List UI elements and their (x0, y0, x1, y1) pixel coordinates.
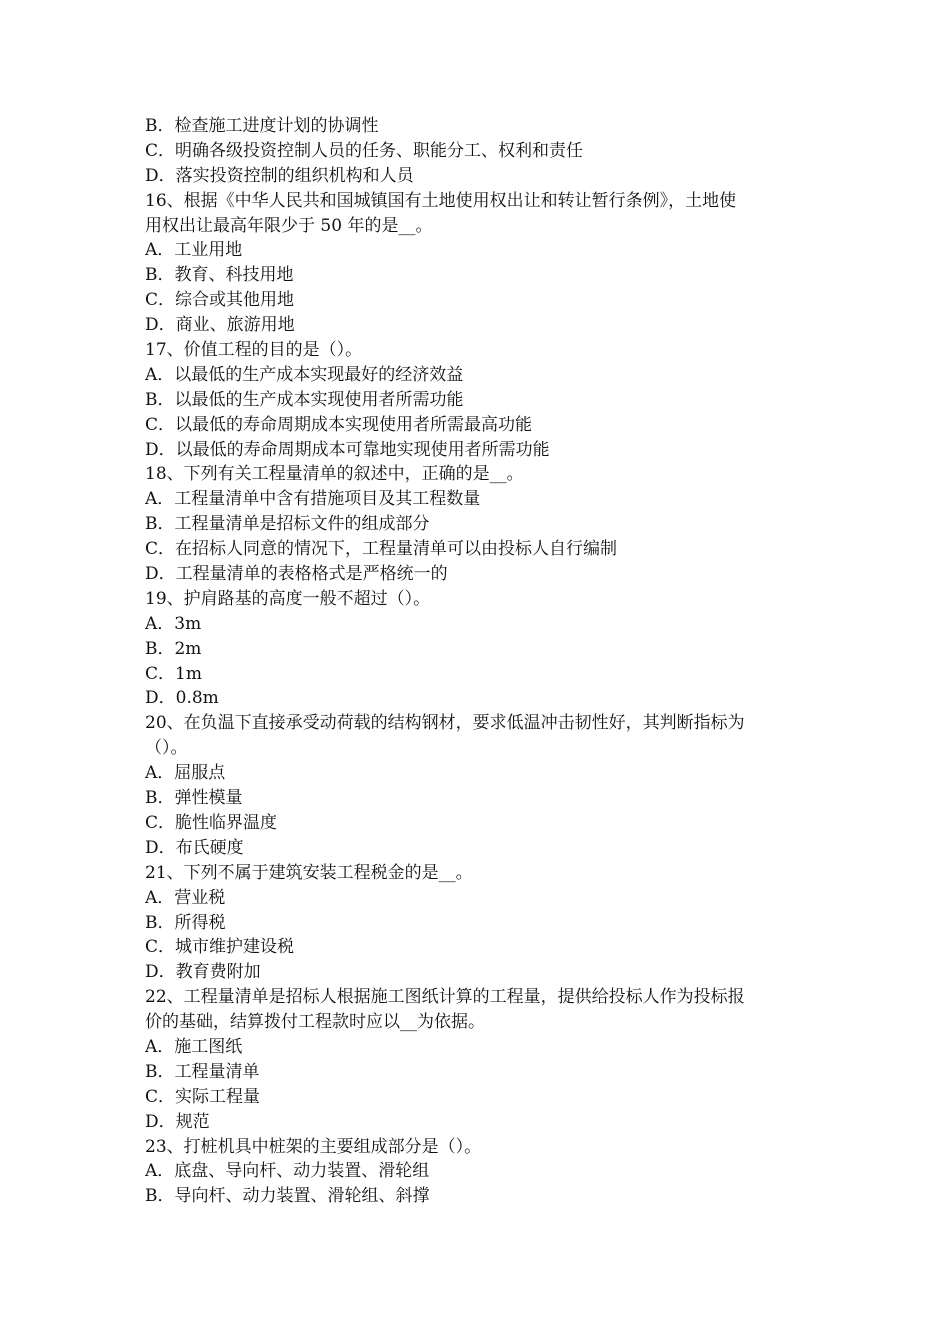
text-line: 价的基础，结算拨付工程款时应以__为依据。 (145, 1012, 485, 1033)
text-line: B．导向杆、动力装置、滑轮组、斜撑 (145, 1186, 430, 1207)
text-line: D．布氏硬度 (145, 837, 244, 858)
text-line: A．屈服点 (145, 763, 226, 784)
text-line: B．工程量清单 (145, 1061, 260, 1082)
document-body (145, 114, 810, 1209)
text-line: B．检查施工进度计划的协调性 (145, 116, 379, 136)
text-line: A．施工图纸 (145, 1036, 243, 1057)
text-line: B．弹性模量 (145, 788, 243, 809)
text-line: B．工程量清单是招标文件的组成部分 (145, 514, 430, 535)
text-line: 18、下列有关工程量清单的叙述中，正确的是__。 (145, 464, 524, 485)
text-line: 19、护肩路基的高度一般不超过（）。 (145, 588, 431, 609)
text-line: D．规范 (145, 1111, 210, 1132)
text-line: D．以最低的寿命周期成本可靠地实现使用者所需功能 (145, 439, 550, 460)
text-line: D．教育费附加 (145, 962, 261, 983)
text-line: D．工程量清单的表格格式是严格统一的 (145, 564, 448, 585)
text-line: C．实际工程量 (145, 1086, 261, 1107)
text-line: D．0.8m (145, 688, 219, 709)
text-line: 17、价值工程的目的是（）。 (145, 340, 363, 361)
text-line: 21、下列不属于建筑安装工程税金的是__。 (145, 862, 473, 883)
text-line: D．商业、旅游用地 (145, 315, 295, 336)
text-line: A．以最低的生产成本实现最好的经济效益 (145, 364, 464, 385)
text-line: 20、在负温下直接承受动荷载的结构钢材，要求低温冲击韧性好，其判断指标为 (145, 713, 745, 734)
text-line: A．营业税 (145, 887, 226, 908)
text-line: C．以最低的寿命周期成本实现使用者所需最高功能 (145, 414, 533, 435)
text-line: C．脆性临界温度 (145, 812, 278, 833)
text-line: 22、工程量清单是招标人根据施工图纸计算的工程量，提供给投标人作为投标报 (145, 987, 745, 1008)
text-line: A．工程量清单中含有措施项目及其工程数量 (145, 489, 481, 510)
text-line: B．所得税 (145, 912, 226, 933)
text-line: D．落实投资控制的组织机构和人员 (145, 165, 414, 186)
text-line: 16、根据《中华人民共和国城镇国有土地使用权出让和转让暂行条例》，土地使 (145, 190, 737, 211)
text-line: C．1m (145, 663, 202, 684)
text-line: B．以最低的生产成本实现使用者所需功能 (145, 389, 464, 410)
text-line: B．教育、科技用地 (145, 265, 294, 286)
text-line: A．3m (145, 613, 202, 634)
text-line: C．城市维护建设税 (145, 937, 295, 958)
text-line: 用权出让最高年限少于 50 年的是__。 (145, 215, 433, 236)
text-line: C．综合或其他用地 (145, 290, 295, 311)
text-line: （）。 (145, 738, 188, 759)
text-line: C．明确各级投资控制人员的任务、职能分工、权利和责任 (145, 140, 584, 161)
text-line: 23、打桩机具中桩架的主要组成部分是（）。 (145, 1136, 482, 1157)
text-line: A．工业用地 (145, 240, 243, 261)
text-line: A．底盘、导向杆、动力装置、滑轮组 (145, 1161, 430, 1182)
text-line: C．在招标人同意的情况下，工程量清单可以由投标人自行编制 (145, 539, 618, 560)
text-line: B．2m (145, 638, 202, 659)
